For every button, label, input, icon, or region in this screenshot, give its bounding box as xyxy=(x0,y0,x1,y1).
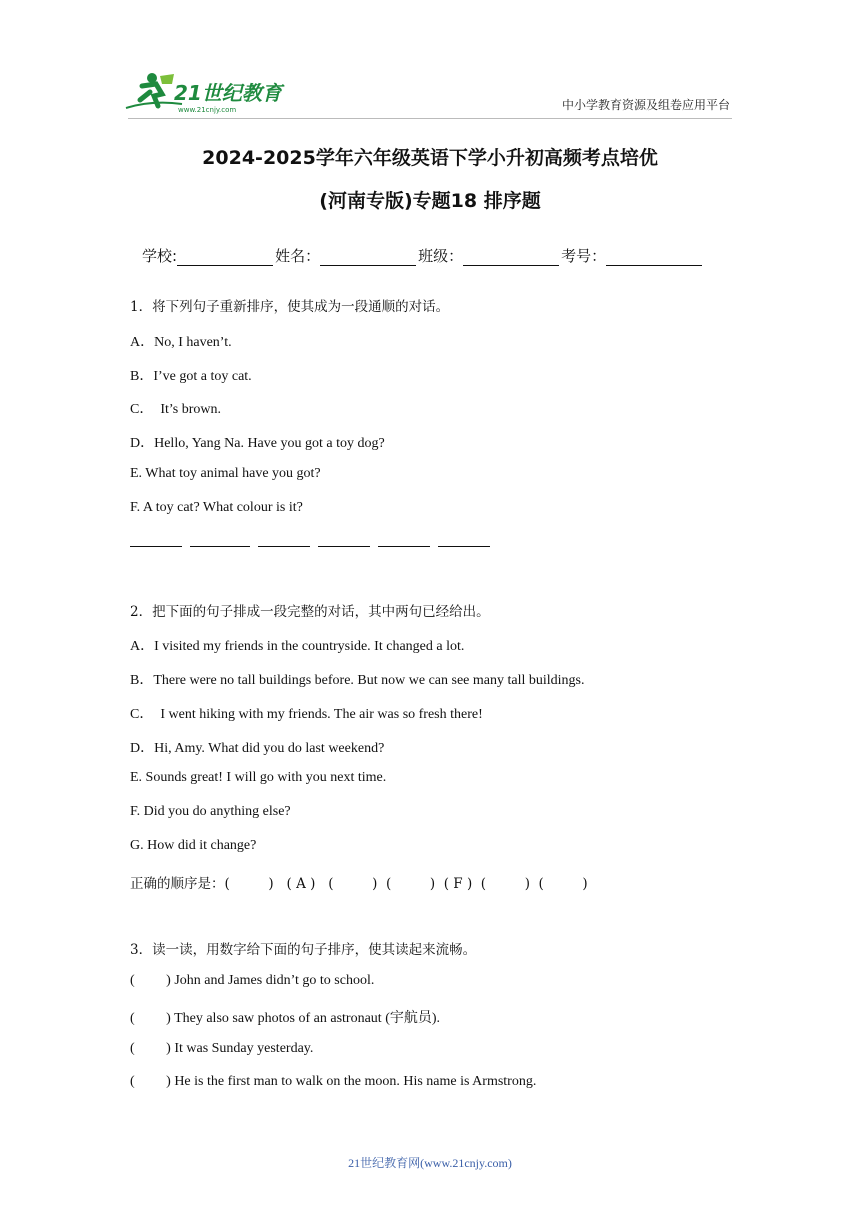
q2-stem: 2．把下面的句子排成一段完整的对话，其中两句已经给出。 xyxy=(130,604,490,620)
q1-blank[interactable] xyxy=(438,545,490,547)
logo-url: www.21cnjy.com xyxy=(178,106,237,114)
q3-sentence-3: ( ) It was Sunday yesterday. xyxy=(130,1041,314,1056)
school-field[interactable] xyxy=(177,247,273,266)
q1-blank[interactable] xyxy=(190,545,250,547)
q1-option-c: C． It’s brown. xyxy=(130,402,221,417)
q2-option-e: E. Sounds great! I will go with you next time. xyxy=(130,770,387,785)
q1-blank[interactable] xyxy=(258,545,310,547)
page-footer: 21世纪教育网(www.21cnjy.com) xyxy=(348,1156,512,1170)
page-subtitle: (河南专版)专题18 排序题 xyxy=(319,190,541,212)
q3-sentence-4: ( ) He is the first man to walk on the moon. His name is Armstrong. xyxy=(130,1074,537,1089)
number-label: 考号： xyxy=(561,247,607,265)
q1-option-f: F. A toy cat? What colour is it? xyxy=(130,500,303,515)
q1-answer-blanks xyxy=(130,545,490,547)
q2-option-d: D．Hi, Amy. What did you do last weekend? xyxy=(130,741,385,756)
q1-option-b: B．I’ve got a toy cat. xyxy=(130,369,252,384)
q3-stem: 3．读一读，用数字给下面的句子排序，使其读起来流畅。 xyxy=(130,942,477,958)
q1-stem: 1．将下列句子重新排序，使其成为一段通顺的对话。 xyxy=(130,299,450,315)
class-label: 班级： xyxy=(418,247,464,265)
header-divider xyxy=(128,118,732,119)
q2-option-a: A．I visited my friends in the countryside. It changed a lot. xyxy=(130,639,465,654)
platform-label: 中小学教育资源及组卷应用平台 xyxy=(561,98,730,112)
page-title: 2024-2025学年六年级英语下学小升初高频考点培优 xyxy=(202,147,658,169)
q2-option-c: C． I went hiking with my friends. The air was so fresh there! xyxy=(130,707,483,722)
q2-option-g: G. How did it change? xyxy=(130,838,257,853)
name-label: 姓名： xyxy=(275,247,321,265)
q1-option-e: E. What toy animal have you got? xyxy=(130,466,321,481)
q1-blank[interactable] xyxy=(130,545,182,547)
q1-option-a: A．No, I haven’t. xyxy=(130,335,232,350)
q2-option-f: F. Did you do anything else? xyxy=(130,804,291,819)
number-field[interactable] xyxy=(606,247,702,266)
q3-sentence-2: ( ) They also saw photos of an astronaut (宇航员). xyxy=(130,1011,441,1026)
q2-option-b: B．There were no tall buildings before. But now we can see many tall buildings. xyxy=(130,673,585,688)
q1-option-d: D．Hello, Yang Na. Have you got a toy dog? xyxy=(130,436,385,451)
q2-order-row: 正确的顺序是：( ) ( A ) ( ) ( ) ( F ) ( ) ( ) xyxy=(130,876,588,892)
school-label: 学校: xyxy=(142,247,178,265)
name-field[interactable] xyxy=(320,247,416,266)
class-field[interactable] xyxy=(463,247,559,266)
q1-blank[interactable] xyxy=(318,545,370,547)
q1-blank[interactable] xyxy=(378,545,430,547)
logo-text: 21世纪教育 xyxy=(174,81,282,105)
q3-sentence-1: ( ) John and James didn’t go to school. xyxy=(130,973,375,988)
student-info-row xyxy=(142,245,704,266)
21cnjy-logo xyxy=(122,70,292,116)
